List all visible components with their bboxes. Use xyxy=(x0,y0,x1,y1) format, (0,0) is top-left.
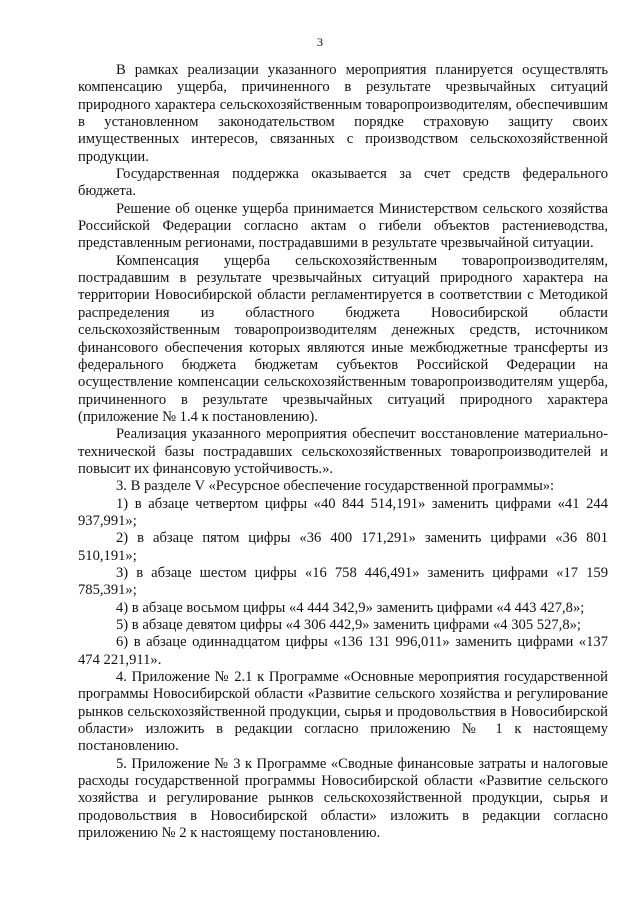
paragraph-measure-outcome: Реализация указанного мероприятия обеспечит восстановление материально-технической базы пострадавших сельскохозяйственных товаропроизводителей и повысит их финансовую устойчивость.». xyxy=(78,426,608,477)
paragraph-damage-assessment: Решение об оценке ущерба принимается Министерством сельского хозяйства Российской Федерации согласно актам о гибели объектов растениеводства, представленным регионами, пострадавшими в результате чрезвычайной ситуации. xyxy=(78,200,608,252)
paragraph-section-v-amendment: 3. В разделе V «Ресурсное обеспечение государственной программы»: xyxy=(116,478,555,495)
paragraph-measure-compensation: В рамках реализации указанного мероприятия планируется осуществлять компенсацию ущерба, причиненного в результате чрезвычайных ситуаций природного характера сельскохозяйственным товаропроизводителям, обеспечившим в установленном законодательством порядке страховую защиту своих имущественных интересов, связанных с производством сельскохозяйственной продукции. xyxy=(78,62,608,165)
list-item-amendment-4: 4) в абзаце восьмом цифры «4 444 342,9» заменить цифрами «4 443 427,8»; xyxy=(116,599,585,616)
paragraph-federal-budget-support: Государственная поддержка оказывается за счет средств федерального бюджета. xyxy=(78,166,608,200)
list-item-amendment-3: 3) в абзаце шестом цифры «16 758 446,491» заменить цифрами «17 159 785,391»; xyxy=(78,564,608,599)
paragraph-appendix-2-1: 4. Приложение № 2.1 к Программе «Основные мероприятия государственной программы Новосибирской области «Развитие сельского хозяйства и регулирование рынков сельскохозяйственной продукции, сырья и продовольствия в Новосибирской области» изложить в редакции согласно приложению № 1 к настоящему постановлению. xyxy=(78,669,608,755)
list-item-amendment-5: 5) в абзаце девятом цифры «4 306 442,9» заменить цифрами «4 305 527,8»; xyxy=(116,617,581,633)
document-body xyxy=(78,62,608,842)
page-number: 3 xyxy=(317,35,323,49)
list-item-amendment-1: 1) в абзаце четвертом цифры «40 844 514,191» заменить цифрами «41 244 937,991»; xyxy=(78,495,608,529)
paragraph-compensation-methodology: Компенсация ущерба сельскохозяйственным товаропроизводителям, пострадавшим в результате чрезвычайных ситуаций природного характера на территории Новосибирской области регламентируется в соответствии с Методикой распределения из областного бюджета Новосибирской области сельскохозяйственным товаропроизводителям денежных средств, источником финансового обеспечения которых являются иные межбюджетные трансферты из федерального бюджета бюджетам субъектов Российской Федерации на осуществление компенсации сельскохозяйственным товаропроизводителям ущерба, причиненного в результате чрезвычайных ситуаций природного характера (приложение № 1.4 к постановлению). xyxy=(78,252,608,425)
paragraph-appendix-3: 5. Приложение № 3 к Программе «Сводные финансовые затраты и налоговые расходы государственной программы Новосибирской области «Развитие сельского хозяйства и регулирование рынков сельскохозяйственной продукции, сырья и продовольствия в Новосибирской области» изложить в редакции согласно приложению № 2 к настоящему постановлению. xyxy=(78,755,608,842)
list-item-amendment-2: 2) в абзаце пятом цифры «36 400 171,291» заменить цифрами «36 801 510,191»; xyxy=(78,530,608,564)
list-item-amendment-6: 6) в абзаце одиннадцатом цифры «136 131 996,011» заменить цифрами «137 474 221,911». xyxy=(78,634,608,668)
